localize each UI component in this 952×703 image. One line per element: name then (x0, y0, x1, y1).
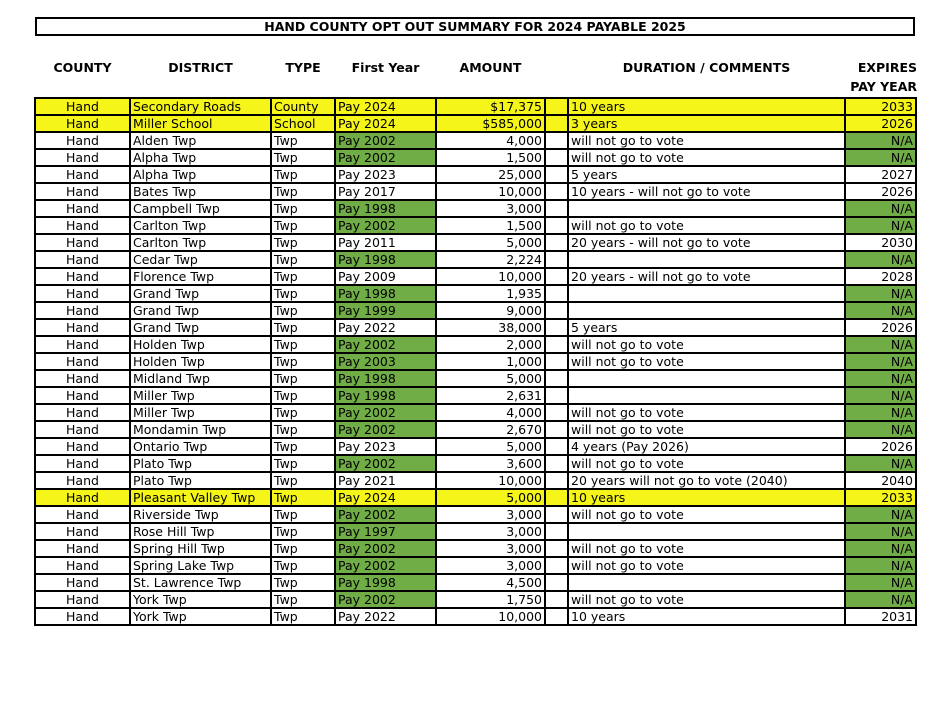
type-cell: Twp (271, 472, 335, 489)
county-cell: Hand (35, 591, 130, 608)
comments-cell (568, 370, 845, 387)
comments-cell (568, 200, 845, 217)
first-year-cell: Pay 1997 (335, 523, 436, 540)
type-cell: Twp (271, 132, 335, 149)
expires-cell: N/A (845, 285, 916, 302)
county-cell: Hand (35, 166, 130, 183)
spacer-cell (545, 387, 568, 404)
comments-cell: will not go to vote (568, 132, 845, 149)
spacer-cell (545, 115, 568, 132)
first-year-cell: Pay 2017 (335, 183, 436, 200)
amount-cell: 1,500 (436, 217, 545, 234)
table-row (35, 540, 916, 557)
county-cell: Hand (35, 557, 130, 574)
county-cell: Hand (35, 506, 130, 523)
county-cell: Hand (35, 200, 130, 217)
comments-cell (568, 523, 845, 540)
spacer-cell (545, 540, 568, 557)
district-cell: Carlton Twp (130, 234, 271, 251)
spacer-cell (545, 591, 568, 608)
type-cell: Twp (271, 557, 335, 574)
amount-cell: 2,224 (436, 251, 545, 268)
first-year-cell: Pay 2024 (335, 489, 436, 506)
district-cell: Rose Hill Twp (130, 523, 271, 540)
expires-cell: N/A (845, 574, 916, 591)
expires-cell: N/A (845, 251, 916, 268)
expires-cell: N/A (845, 336, 916, 353)
spacer-cell (545, 404, 568, 421)
amount-cell: 25,000 (436, 166, 545, 183)
comments-cell: will not go to vote (568, 591, 845, 608)
spacer-cell (545, 421, 568, 438)
expires-cell: N/A (845, 302, 916, 319)
amount-cell: 1,935 (436, 285, 545, 302)
amount-cell: 10,000 (436, 183, 545, 200)
district-cell: Secondary Roads (130, 98, 271, 115)
spacer-cell (545, 506, 568, 523)
amount-cell: 1,750 (436, 591, 545, 608)
first-year-cell: Pay 2023 (335, 438, 436, 455)
table-row (35, 506, 916, 523)
comments-cell: 20 years will not go to vote (2040) (568, 472, 845, 489)
table-row (35, 489, 916, 506)
district-cell: Miller Twp (130, 387, 271, 404)
spacer-cell (545, 268, 568, 285)
type-cell: Twp (271, 353, 335, 370)
type-cell: Twp (271, 370, 335, 387)
first-year-cell: Pay 1998 (335, 200, 436, 217)
first-year-cell: Pay 2022 (335, 608, 436, 625)
spacer-cell (545, 149, 568, 166)
table-row (35, 234, 916, 251)
expires-cell: 2026 (845, 115, 916, 132)
expires-cell: 2031 (845, 608, 916, 625)
amount-cell: 4,500 (436, 574, 545, 591)
first-year-cell: Pay 1998 (335, 370, 436, 387)
table-row (35, 200, 916, 217)
comments-cell: 10 years (568, 98, 845, 115)
table-row (35, 336, 916, 353)
expires-cell: N/A (845, 506, 916, 523)
table-row (35, 149, 916, 166)
county-cell: Hand (35, 268, 130, 285)
expires-cell: N/A (845, 540, 916, 557)
expires-cell: 2033 (845, 98, 916, 115)
spacer-cell (545, 574, 568, 591)
spacer-cell (545, 234, 568, 251)
amount-cell: 4,000 (436, 132, 545, 149)
table-row (35, 132, 916, 149)
county-cell: Hand (35, 472, 130, 489)
type-cell: Twp (271, 421, 335, 438)
type-cell: Twp (271, 302, 335, 319)
amount-cell: 2,000 (436, 336, 545, 353)
table-row (35, 523, 916, 540)
table-row (35, 557, 916, 574)
district-cell: Spring Lake Twp (130, 557, 271, 574)
expires-cell: N/A (845, 132, 916, 149)
comments-cell: 3 years (568, 115, 845, 132)
district-cell: Grand Twp (130, 302, 271, 319)
amount-cell: 1,500 (436, 149, 545, 166)
district-cell: York Twp (130, 608, 271, 625)
county-cell: Hand (35, 234, 130, 251)
type-cell: Twp (271, 387, 335, 404)
amount-cell: 2,670 (436, 421, 545, 438)
county-cell: Hand (35, 183, 130, 200)
amount-cell: 2,631 (436, 387, 545, 404)
amount-cell: 5,000 (436, 234, 545, 251)
spacer-cell (545, 455, 568, 472)
county-cell: Hand (35, 302, 130, 319)
type-cell: Twp (271, 319, 335, 336)
spacer-cell (545, 132, 568, 149)
header-type: TYPE (285, 60, 321, 75)
amount-cell: 10,000 (436, 268, 545, 285)
spacer-cell (545, 608, 568, 625)
table-row (35, 319, 916, 336)
county-cell: Hand (35, 251, 130, 268)
amount-cell: 10,000 (436, 472, 545, 489)
type-cell: Twp (271, 489, 335, 506)
amount-cell: 4,000 (436, 404, 545, 421)
district-cell: Miller School (130, 115, 271, 132)
type-cell: County (271, 98, 335, 115)
table-row (35, 302, 916, 319)
comments-cell: will not go to vote (568, 540, 845, 557)
table-row (35, 183, 916, 200)
expires-cell: N/A (845, 149, 916, 166)
expires-cell: N/A (845, 591, 916, 608)
amount-cell: $585,000 (436, 115, 545, 132)
spacer-cell (545, 285, 568, 302)
spacer-cell (545, 489, 568, 506)
spacer-cell (545, 302, 568, 319)
expires-cell: N/A (845, 557, 916, 574)
comments-cell: will not go to vote (568, 506, 845, 523)
district-cell: Midland Twp (130, 370, 271, 387)
comments-cell: will not go to vote (568, 336, 845, 353)
expires-cell: N/A (845, 387, 916, 404)
spacer-cell (545, 336, 568, 353)
table-row (35, 166, 916, 183)
county-cell: Hand (35, 217, 130, 234)
spacer-cell (545, 370, 568, 387)
district-cell: Miller Twp (130, 404, 271, 421)
expires-cell: 2027 (845, 166, 916, 183)
expires-cell: N/A (845, 455, 916, 472)
type-cell: Twp (271, 183, 335, 200)
spacer-cell (545, 557, 568, 574)
county-cell: Hand (35, 574, 130, 591)
amount-cell: 3,000 (436, 200, 545, 217)
spacer-cell (545, 217, 568, 234)
county-cell: Hand (35, 149, 130, 166)
spacer-cell (545, 98, 568, 115)
comments-cell: 5 years (568, 166, 845, 183)
first-year-cell: Pay 1999 (335, 302, 436, 319)
amount-cell: 9,000 (436, 302, 545, 319)
type-cell: Twp (271, 217, 335, 234)
first-year-cell: Pay 1998 (335, 574, 436, 591)
comments-cell: 10 years - will not go to vote (568, 183, 845, 200)
first-year-cell: Pay 2002 (335, 336, 436, 353)
county-cell: Hand (35, 285, 130, 302)
type-cell: School (271, 115, 335, 132)
type-cell: Twp (271, 506, 335, 523)
comments-cell: 5 years (568, 319, 845, 336)
comments-cell: 4 years (Pay 2026) (568, 438, 845, 455)
spacer-cell (545, 319, 568, 336)
district-cell: Holden Twp (130, 353, 271, 370)
header-district: DISTRICT (168, 60, 233, 75)
table-row (35, 387, 916, 404)
expires-cell: 2026 (845, 438, 916, 455)
district-cell: Plato Twp (130, 455, 271, 472)
type-cell: Twp (271, 523, 335, 540)
expires-cell: N/A (845, 370, 916, 387)
district-cell: Riverside Twp (130, 506, 271, 523)
county-cell: Hand (35, 98, 130, 115)
header-pay-year: PAY YEAR (850, 79, 917, 94)
first-year-cell: Pay 2022 (335, 319, 436, 336)
comments-cell: 20 years - will not go to vote (568, 234, 845, 251)
comments-cell (568, 285, 845, 302)
district-cell: Pleasant Valley Twp (130, 489, 271, 506)
comments-cell (568, 302, 845, 319)
table-row (35, 98, 916, 115)
first-year-cell: Pay 2021 (335, 472, 436, 489)
amount-cell: 3,000 (436, 523, 545, 540)
comments-cell: 10 years (568, 489, 845, 506)
county-cell: Hand (35, 404, 130, 421)
table-row (35, 217, 916, 234)
table-row (35, 455, 916, 472)
county-cell: Hand (35, 523, 130, 540)
type-cell: Twp (271, 149, 335, 166)
expires-cell: N/A (845, 217, 916, 234)
first-year-cell: Pay 2002 (335, 132, 436, 149)
comments-cell (568, 574, 845, 591)
amount-cell: 38,000 (436, 319, 545, 336)
county-cell: Hand (35, 438, 130, 455)
amount-cell: 5,000 (436, 370, 545, 387)
first-year-cell: Pay 1998 (335, 285, 436, 302)
district-cell: Alden Twp (130, 132, 271, 149)
spacer-cell (545, 472, 568, 489)
first-year-cell: Pay 2002 (335, 591, 436, 608)
table-row (35, 591, 916, 608)
expires-cell: 2026 (845, 183, 916, 200)
header-comments: DURATION / COMMENTS (622, 60, 791, 75)
county-cell: Hand (35, 353, 130, 370)
first-year-cell: Pay 2024 (335, 98, 436, 115)
spacer-cell (545, 523, 568, 540)
expires-cell: N/A (845, 353, 916, 370)
amount-cell: 1,000 (436, 353, 545, 370)
type-cell: Twp (271, 200, 335, 217)
amount-cell: 3,000 (436, 557, 545, 574)
amount-cell: 3,000 (436, 506, 545, 523)
comments-cell: will not go to vote (568, 421, 845, 438)
comments-cell: will not go to vote (568, 455, 845, 472)
report-title: HAND COUNTY OPT OUT SUMMARY FOR 2024 PAYABLE 2025 (35, 17, 915, 36)
header-amount: AMOUNT (459, 60, 522, 75)
county-cell: Hand (35, 608, 130, 625)
county-cell: Hand (35, 319, 130, 336)
amount-cell: 3,000 (436, 540, 545, 557)
expires-cell: N/A (845, 200, 916, 217)
comments-cell: will not go to vote (568, 557, 845, 574)
table-row (35, 404, 916, 421)
county-cell: Hand (35, 455, 130, 472)
district-cell: Alpha Twp (130, 149, 271, 166)
county-cell: Hand (35, 540, 130, 557)
county-cell: Hand (35, 387, 130, 404)
district-cell: Plato Twp (130, 472, 271, 489)
comments-cell: will not go to vote (568, 404, 845, 421)
first-year-cell: Pay 1998 (335, 251, 436, 268)
district-cell: Florence Twp (130, 268, 271, 285)
table-row (35, 472, 916, 489)
type-cell: Twp (271, 591, 335, 608)
table-row (35, 574, 916, 591)
expires-cell: 2033 (845, 489, 916, 506)
county-cell: Hand (35, 421, 130, 438)
amount-cell: 3,600 (436, 455, 545, 472)
first-year-cell: Pay 2003 (335, 353, 436, 370)
type-cell: Twp (271, 608, 335, 625)
table-row (35, 608, 916, 625)
expires-cell: N/A (845, 523, 916, 540)
first-year-cell: Pay 2002 (335, 149, 436, 166)
table-row (35, 421, 916, 438)
expires-cell: 2030 (845, 234, 916, 251)
table-row (35, 268, 916, 285)
comments-cell: 20 years - will not go to vote (568, 268, 845, 285)
county-cell: Hand (35, 370, 130, 387)
expires-cell: 2040 (845, 472, 916, 489)
district-cell: Grand Twp (130, 285, 271, 302)
spacer-cell (545, 166, 568, 183)
first-year-cell: Pay 2002 (335, 404, 436, 421)
type-cell: Twp (271, 251, 335, 268)
first-year-cell: Pay 2002 (335, 421, 436, 438)
type-cell: Twp (271, 285, 335, 302)
spacer-cell (545, 200, 568, 217)
expires-cell: N/A (845, 421, 916, 438)
amount-cell: 5,000 (436, 438, 545, 455)
first-year-cell: Pay 2002 (335, 540, 436, 557)
comments-cell (568, 251, 845, 268)
first-year-cell: Pay 2011 (335, 234, 436, 251)
first-year-cell: Pay 2009 (335, 268, 436, 285)
comments-cell: 10 years (568, 608, 845, 625)
district-cell: Cedar Twp (130, 251, 271, 268)
comments-cell: will not go to vote (568, 217, 845, 234)
opt-out-table (34, 97, 917, 626)
header-first-year: First Year (351, 60, 420, 75)
district-cell: Holden Twp (130, 336, 271, 353)
first-year-cell: Pay 2002 (335, 506, 436, 523)
first-year-cell: Pay 2002 (335, 557, 436, 574)
spacer-cell (545, 251, 568, 268)
spacer-cell (545, 183, 568, 200)
expires-cell: 2028 (845, 268, 916, 285)
district-cell: Mondamin Twp (130, 421, 271, 438)
table-row (35, 115, 916, 132)
district-cell: Alpha Twp (130, 166, 271, 183)
header-expires: EXPIRES (857, 60, 917, 75)
district-cell: Bates Twp (130, 183, 271, 200)
amount-cell: $17,375 (436, 98, 545, 115)
county-cell: Hand (35, 336, 130, 353)
comments-cell: will not go to vote (568, 149, 845, 166)
type-cell: Twp (271, 336, 335, 353)
amount-cell: 10,000 (436, 608, 545, 625)
type-cell: Twp (271, 234, 335, 251)
header-county: COUNTY (53, 60, 112, 75)
first-year-cell: Pay 2023 (335, 166, 436, 183)
amount-cell: 5,000 (436, 489, 545, 506)
type-cell: Twp (271, 268, 335, 285)
table-row (35, 370, 916, 387)
district-cell: York Twp (130, 591, 271, 608)
first-year-cell: Pay 2002 (335, 217, 436, 234)
expires-cell: N/A (845, 404, 916, 421)
comments-cell (568, 387, 845, 404)
expires-cell: 2026 (845, 319, 916, 336)
district-cell: Carlton Twp (130, 217, 271, 234)
type-cell: Twp (271, 166, 335, 183)
first-year-cell: Pay 2024 (335, 115, 436, 132)
type-cell: Twp (271, 404, 335, 421)
table-row (35, 353, 916, 370)
district-cell: Grand Twp (130, 319, 271, 336)
county-cell: Hand (35, 115, 130, 132)
comments-cell: will not go to vote (568, 353, 845, 370)
table-row (35, 285, 916, 302)
county-cell: Hand (35, 132, 130, 149)
type-cell: Twp (271, 574, 335, 591)
type-cell: Twp (271, 540, 335, 557)
spacer-cell (545, 438, 568, 455)
county-cell: Hand (35, 489, 130, 506)
type-cell: Twp (271, 438, 335, 455)
first-year-cell: Pay 2002 (335, 455, 436, 472)
district-cell: Spring Hill Twp (130, 540, 271, 557)
district-cell: St. Lawrence Twp (130, 574, 271, 591)
district-cell: Campbell Twp (130, 200, 271, 217)
type-cell: Twp (271, 455, 335, 472)
spacer-cell (545, 353, 568, 370)
first-year-cell: Pay 1998 (335, 387, 436, 404)
district-cell: Ontario Twp (130, 438, 271, 455)
table-row (35, 251, 916, 268)
table-row (35, 438, 916, 455)
